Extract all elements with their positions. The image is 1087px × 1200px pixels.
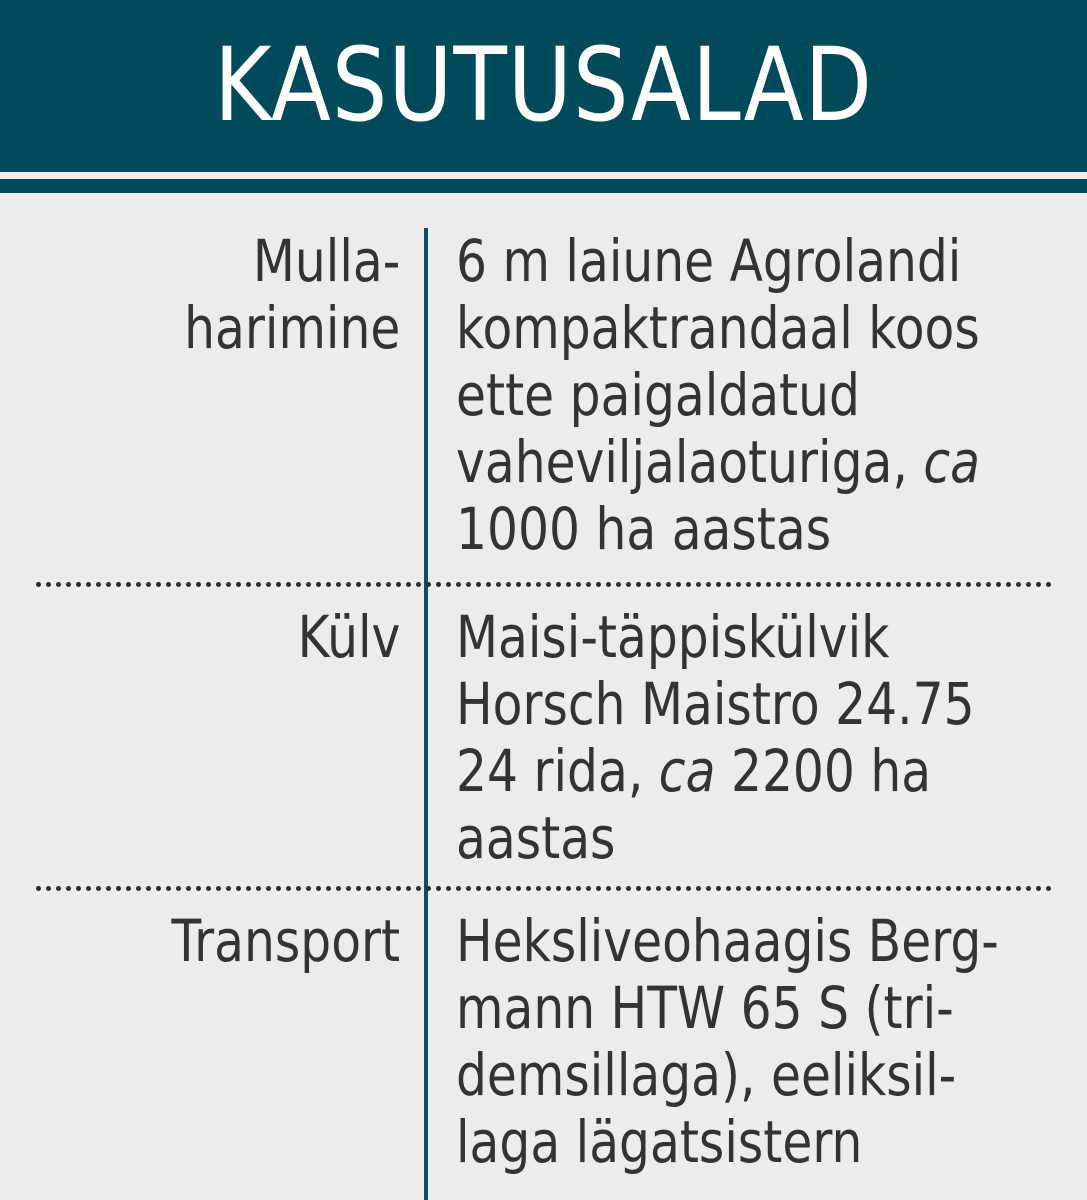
row-desc-kulv	[456, 604, 975, 872]
desc-line: aastas	[456, 804, 616, 872]
desc-line: Horsch Maistro 24.75	[456, 670, 975, 738]
desc-line: ette paigaldatud	[456, 361, 860, 429]
desc-line: vaheviljalaoturiga, ca	[456, 428, 980, 496]
desc-line: Maisi-täppiskülvik	[456, 603, 890, 671]
row-label-kulv	[297, 604, 400, 671]
label-line: Külv	[297, 603, 400, 671]
desc-line: kompaktrandaal koos	[456, 294, 980, 362]
row-separator	[36, 886, 1052, 891]
desc-line: laga lägatsistern	[456, 1108, 863, 1176]
desc-line: Hekslivеohaagis Berg-	[456, 907, 999, 975]
header-stripe	[0, 179, 1087, 193]
row-separator	[36, 582, 1052, 587]
label-line: harimine	[183, 294, 400, 362]
desc-line: 6 m laiune Agrolandi	[456, 227, 962, 295]
row-label-transport	[171, 908, 400, 975]
label-line: Transport	[171, 907, 400, 975]
label-line: Mulla-	[252, 227, 400, 295]
column-divider	[424, 228, 428, 1200]
row-desc-transport	[456, 908, 999, 1176]
page-title: KASUTUSALAD	[214, 26, 873, 145]
desc-line: mann HTW 65 S (tri-	[456, 974, 954, 1042]
desc-line: 24 rida, ca 2200 ha	[456, 737, 932, 805]
desc-line: 1000 ha aastas	[456, 495, 832, 563]
row-desc-mullaharimine	[456, 228, 980, 563]
desc-line: demsillaga), eeliksil-	[456, 1041, 957, 1109]
row-label-mullaharimine	[184, 228, 400, 362]
